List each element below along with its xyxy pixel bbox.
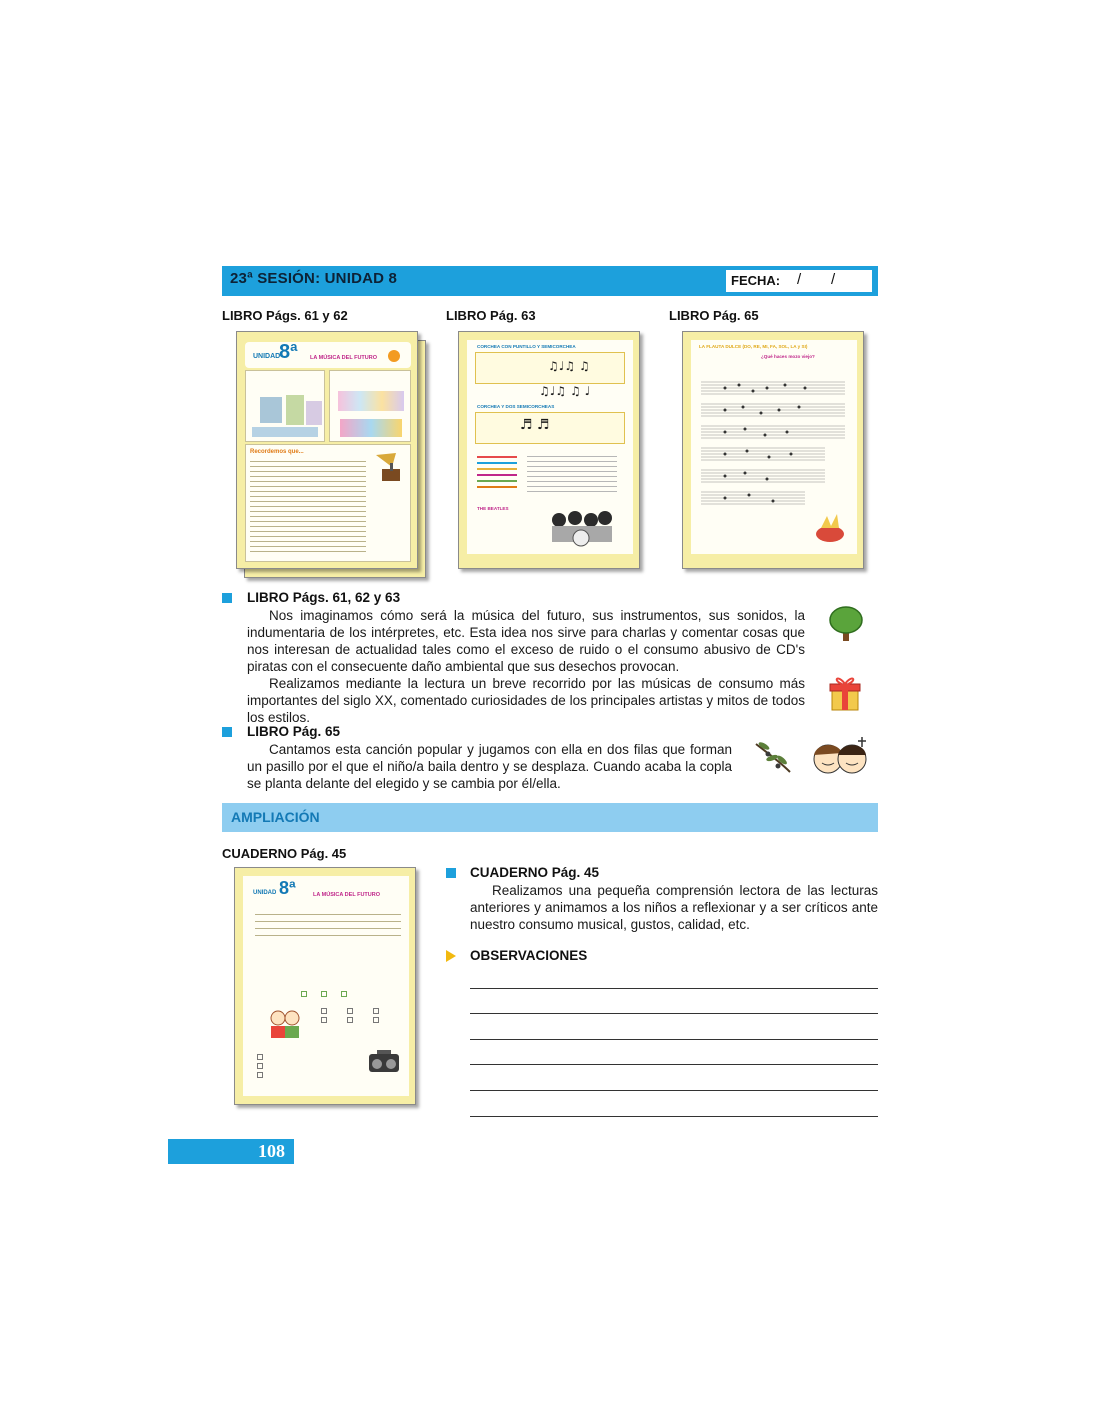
pot-illustration: [813, 510, 847, 544]
section-text: [247, 741, 732, 792]
unit-number: 8ª: [279, 878, 296, 898]
section-heading: LIBRO Pág. 65: [247, 724, 341, 739]
section-bullet: [446, 868, 456, 878]
section-bullet: [222, 593, 232, 603]
illustration-instruments: [245, 370, 325, 442]
writing-line: [470, 1039, 878, 1040]
writing-line: [470, 1090, 878, 1091]
heading-dotted-eighth: CORCHEA CON PUNTILLO Y SEMICORCHEA: [477, 344, 576, 349]
book-page-thumbnail: [236, 331, 418, 569]
date-separator: /: [831, 271, 836, 288]
rhythm-box: ♬ ♬: [475, 412, 625, 444]
recorder-heading: LA FLAUTA DULCE (DO, RE, MI, FA, SOL, LA y SI): [699, 344, 808, 349]
writing-line: [470, 1013, 878, 1014]
section-bullet: [222, 727, 232, 737]
ampliacion-title: AMPLIACIÓN: [231, 809, 320, 825]
song-title: ¿Qué haces mozo viejo?: [761, 354, 815, 359]
answer-checkboxes: [301, 984, 351, 994]
paragraph: Nos imaginamos cómo será la música del futuro, sus instrumentos, sus sonidos, la indumentaria de los intérpretes, etc. Esta idea nos sirve para charlas y comentar cosas que nos interesan de actualidad tales como el exceso de ruido o el consumo abusivo de CD's piratas con el consecuente daño ambiental que sus desechos provocan.: [247, 608, 805, 674]
writing-lines: [255, 914, 401, 942]
children-faces-icon: [808, 733, 872, 777]
paragraph: Realizamos una pequeña comprensión lectora de las lecturas anteriores y animamos a los niños a reflexionar y a ser críticos ante nuestro consumo musical, gustos, calidad, etc.: [470, 883, 878, 932]
sun-icon: [388, 350, 400, 362]
writing-line: [470, 988, 878, 989]
heading-eighth-sixteenths: CORCHEA Y DOS SEMICORCHEAS: [477, 404, 555, 409]
unit-word: UNIDAD: [253, 353, 281, 360]
tree-icon: [828, 605, 864, 643]
artist-list: [477, 452, 517, 498]
thumbnail-label: CUADERNO Pág. 45: [222, 846, 347, 861]
illustration-concert: [329, 370, 411, 442]
writing-line: [470, 1064, 878, 1065]
section-text: [247, 607, 805, 726]
unit-number: 8ª: [279, 341, 298, 363]
gift-icon: [828, 674, 862, 712]
beatles-illustration: [547, 508, 617, 548]
section-heading: CUADERNO Pág. 45: [470, 865, 600, 880]
paragraph: Realizamos mediante la lectura un breve recorrido por las músicas de consumo más importantes del siglo XX, comentado curiosidades de los principales artistas y mitos de todos los estilos.: [247, 676, 805, 725]
date-separator: /: [797, 271, 802, 288]
rhythm-notes: ♫♩♫ ♫ ♩: [539, 384, 591, 398]
book-page-thumbnail: [458, 331, 640, 569]
session-title: 23ª SESIÓN: UNIDAD 8: [230, 270, 398, 287]
option-checkboxes: [257, 1054, 267, 1080]
text-lines: [250, 461, 366, 556]
thumbnail-label: LIBRO Pág. 63: [446, 308, 536, 323]
workbook-page-thumbnail: [234, 867, 416, 1105]
paragraph: Cantamos esta canción popular y jugamos con ella en dos filas que forman un pasillo por el que el niño/a baila dentro y se desplaza. Cuando acaba la copla se planta delante del elegido y se cambia por él/ella.: [247, 742, 732, 791]
device-checkboxes: [321, 1008, 391, 1036]
page-number: 108: [258, 1141, 285, 1161]
triangle-bullet-icon: [446, 950, 456, 962]
book-page-thumbnail: [682, 331, 864, 569]
text-box: [245, 444, 411, 562]
rhythm-box: ♫♩♫ ♫: [475, 352, 625, 384]
page-title: LA MÚSICA DEL FUTURO: [313, 892, 381, 898]
ampliacion-bar: [222, 803, 878, 832]
section-text: [470, 882, 878, 933]
word-search-grid: [527, 454, 617, 496]
box-title: Recordemos que...: [250, 449, 304, 455]
gramophone-icon: [372, 451, 406, 487]
writing-line: [470, 1116, 878, 1117]
thumbnail-label: LIBRO Págs. 61 y 62: [222, 308, 348, 323]
page-title: LA MÚSICA DEL FUTURO: [310, 355, 378, 361]
unit-word: UNIDAD: [253, 890, 277, 896]
radio-cassette-icon: [367, 1048, 401, 1074]
kids-illustration: [267, 1006, 303, 1040]
olive-branch-icon: [752, 738, 794, 776]
beatles-heading: THE BEATLES: [477, 506, 509, 511]
thumbnail-label: LIBRO Pág. 65: [669, 308, 759, 323]
section-heading: LIBRO Págs. 61, 62 y 63: [247, 590, 401, 605]
music-staves: [695, 370, 851, 530]
date-label: FECHA:: [731, 273, 781, 288]
observaciones-heading: OBSERVACIONES: [470, 948, 588, 963]
